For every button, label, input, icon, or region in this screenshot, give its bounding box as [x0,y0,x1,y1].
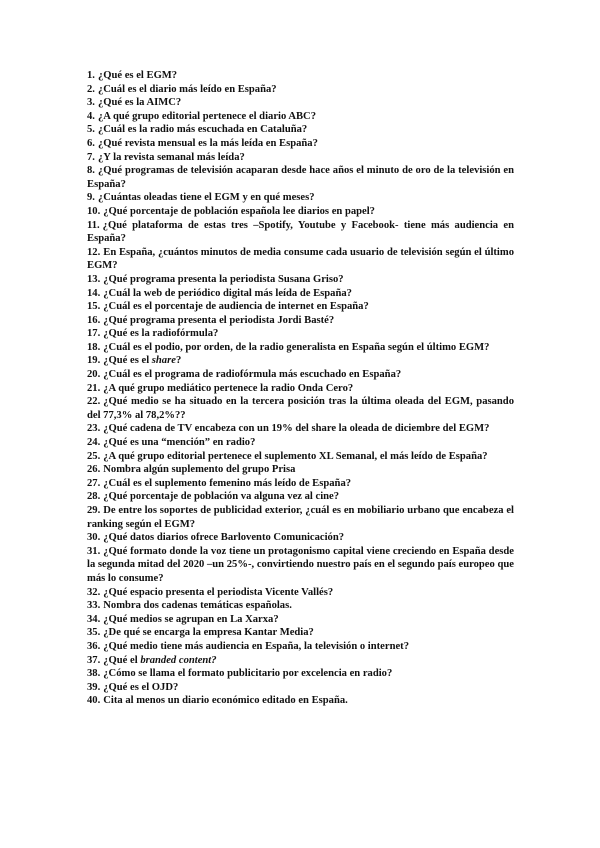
question-item [87,137,514,151]
question-text: ¿Cuál es la radio más escuchada en Cataluña? [97,124,308,136]
question-number: 12. [87,246,101,258]
question-number: 15. [87,301,101,313]
question-item [87,490,514,504]
question-text: ¿Qué programa presenta el periodista Jordi Basté? [103,314,335,326]
question-item [87,300,514,314]
question-number: 31. [87,545,101,557]
question-text: ¿Qué porcentaje de población va alguna vez al cine? [103,491,340,503]
question-item [87,314,514,328]
question-number: 6. [87,137,95,149]
question-item [87,110,514,124]
question-number: 39. [87,681,101,693]
question-item [87,504,514,531]
question-term: branded content? [140,654,217,666]
question-text: ¿Qué el [103,654,141,666]
question-item [87,219,514,246]
question-item [87,287,514,301]
question-text: ¿Qué medio se ha situado en la tercera posición tras la última oleada del EGM, pasando del 77,3% al 78,2%?? [87,396,514,421]
question-number: 8. [87,165,95,177]
question-text-end: ? [175,355,182,367]
question-text: ¿Qué cadena de TV encabeza con un 19% del share la oleada de diciembre del EGM? [103,423,490,435]
question-text: ¿De qué se encarga la empresa Kantar Media? [103,627,314,639]
question-number: 17. [87,328,101,340]
question-item [87,83,514,97]
question-text: ¿Qué medio tiene más audiencia en España, la televisión o internet? [103,640,409,652]
question-number: 24. [87,437,101,449]
question-item [87,273,514,287]
question-text: ¿Qué es el OJD? [103,681,179,693]
question-text: ¿A qué grupo editorial pertenece el suplemento XL Semanal, el más leído de España? [103,450,488,462]
question-text: ¿Qué medios se agrupan en La Xarxa? [103,613,279,625]
question-text: ¿Qué espacio presenta el periodista Vicente Vallés? [103,586,334,598]
question-number: 20. [87,369,101,381]
question-text: ¿Qué programas de televisión acaparan desde hace años el minuto de oro de la televisión en España? [87,165,514,190]
question-number: 37. [87,654,101,666]
question-number: 25. [87,450,101,462]
question-item [87,191,514,205]
question-number: 3. [87,97,95,109]
question-number: 23. [87,423,101,435]
question-item [87,368,514,382]
question-item [87,545,514,586]
question-item [87,341,514,355]
question-text: ¿Cuál es el programa de radiofórmula más escuchado en España? [103,369,402,381]
question-number: 33. [87,600,101,612]
question-item [87,151,514,165]
question-number: 30. [87,532,101,544]
question-text: ¿Qué es el [103,355,152,367]
question-text: ¿Qué datos diarios ofrece Barlovento Comunicación? [103,532,345,544]
question-number: 4. [87,110,95,122]
question-number: 27. [87,477,101,489]
question-item [87,395,514,422]
question-text: En España, ¿cuántos minutos de media consume cada usuario de televisión según el último EGM? [87,246,514,272]
question-number: 19. [87,355,101,367]
question-number: 26. [87,464,101,476]
question-number: 13. [87,273,101,285]
question-item [87,654,514,668]
question-item [87,667,514,681]
question-term: share [151,355,176,367]
question-number: 10. [87,205,101,217]
question-item [87,422,514,436]
question-text: ¿Qué es la radiofórmula? [103,328,219,340]
question-number: 2. [87,83,95,95]
question-item [87,327,514,341]
question-text: ¿Cuál es el porcentaje de audiencia de internet en España? [103,301,369,313]
question-list [87,69,514,708]
question-number: 22. [87,396,101,408]
question-number: 32. [87,586,101,598]
question-item [87,123,514,137]
question-item [87,450,514,464]
question-number: 29. [87,505,101,516]
question-text: Nombra algún suplemento del grupo Prisa [103,464,296,476]
question-text: ¿A qué grupo editorial pertenece el diario ABC? [97,110,316,122]
question-text: Cita al menos un diario económico editado en España. [103,695,348,707]
question-number: 34. [87,613,101,625]
question-text: ¿Cómo se llama el formato publicitario por excelencia en radio? [103,668,393,680]
question-text: ¿Qué porcentaje de población española lee diarios en papel? [103,205,375,217]
question-number: 28. [87,491,101,503]
question-item [87,463,514,477]
question-text: ¿Cuál es el suplemento femenino más leído de España? [103,477,352,489]
question-item [87,626,514,640]
question-item [87,613,514,627]
question-number: 14. [87,287,101,299]
question-text: ¿Cuál es el podio, por orden, de la radio generalista en España según el último EGM? [103,341,490,353]
question-item [87,586,514,600]
question-text: ¿Cuántas oleadas tiene el EGM y en qué meses? [97,192,315,204]
question-item [87,96,514,110]
question-number: 16. [87,314,101,326]
question-item [87,205,514,219]
question-text: ¿Y la revista semanal más leída? [97,151,245,163]
question-number: 21. [87,382,101,394]
question-text: ¿Qué es el EGM? [97,70,178,81]
question-text: ¿Qué es la AIMC? [97,97,182,109]
question-number: 38. [87,668,101,680]
question-text: ¿Qué plataforma de estas tres –Spotify, Youtube y Facebook- tiene más audiencia en España? [87,219,514,245]
question-item [87,694,514,708]
question-number: 18. [87,341,101,353]
question-number: 9. [87,192,95,204]
question-text: ¿Qué es una “mención” en radio? [103,437,256,449]
question-item [87,354,514,368]
question-item [87,69,514,83]
question-text: ¿Cuál es el diario más leído en España? [97,83,277,95]
question-item [87,531,514,545]
question-number: 11. [87,219,100,231]
question-item [87,164,514,191]
question-text: ¿A qué grupo mediático pertenece la radio Onda Cero? [103,382,354,394]
question-item [87,599,514,613]
question-text: Nombra dos cadenas temáticas españolas. [103,600,292,612]
question-text: De entre los soportes de publicidad exterior, ¿cuál es en mobiliario urbano que encabeza el ranking según el EGM? [87,505,514,530]
question-number: 36. [87,640,101,652]
question-number: 5. [87,124,95,136]
question-text: ¿Qué programa presenta la periodista Susana Griso? [103,273,344,285]
question-item [87,246,514,273]
question-text: ¿Cuál la web de periódico digital más leída de España? [103,287,352,299]
question-number: 7. [87,151,95,163]
question-number: 40. [87,695,101,707]
question-item [87,477,514,491]
question-item [87,382,514,396]
question-item [87,436,514,450]
question-text: ¿Qué formato donde la voz tiene un protagonismo capital viene creciendo en España desde la segunda mitad del 2020 –un 25%-, convirtiendo nuestro país en el segundo país europeo que más lo consume? [87,545,514,584]
question-item [87,681,514,695]
question-number: 1. [87,70,95,81]
question-text: ¿Qué revista mensual es la más leída en España? [97,137,318,149]
question-item [87,640,514,654]
question-number: 35. [87,627,101,639]
